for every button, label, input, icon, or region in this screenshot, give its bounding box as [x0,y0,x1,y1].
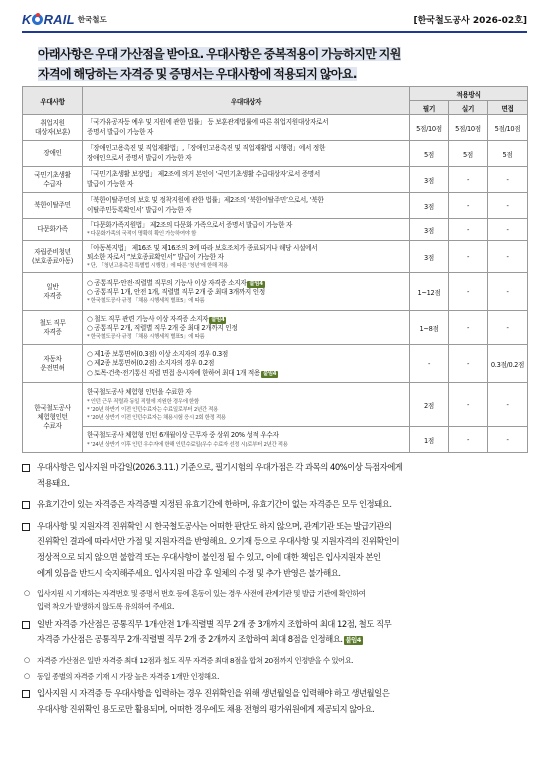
description-line [87,431,405,440]
attachment-badge: 붙임4 [249,280,263,287]
description-note: * 다문화가족의 국적이 명확히 확인 가능하여야 함 [87,231,197,238]
note-text: 우대사항 및 지원자격 진위확인 시 한국철도공사는 어떠한 판단도 하지 않으며, 관계기관 또는 발급기관의 [37,520,392,531]
table-body [23,115,528,453]
category-line: 한국철도공사 [34,404,71,413]
note-line [37,617,530,633]
description-note: * 한국철도공사 규정 「채용 시행세칙 별표5」에 따름 [87,334,205,341]
description-note: * ’20년 하반기 이전 인턴수료자는 수료일로부터 2년간 적용 [87,406,219,413]
attachment-badge: 붙임4 [345,636,361,645]
table-row [23,193,528,219]
score-written: 1점 [410,427,449,453]
checkbox-square-icon [22,690,30,698]
category-line: 운전면허 [40,363,65,372]
note-text: 입사지원 시 기재하는 자격번호 및 증명서 번호 등에 혼동이 있는 경우 사전에 관계기관 및 발급 기관에 확인하여 [37,589,366,599]
description-note: * ’24년 상반기 이후 인턴 우수자에 한해 인턴수료일(우수 수료자 선정 시)로부터 2년간 적용 [87,441,288,448]
note-text: 유효기간이 있는 자격증은 자격증별 지정된 유효기간에 한하며, 유효기간이 없는 자격증은 모두 인정돼요. [37,499,392,510]
note-item [22,519,530,581]
score-practical: - [449,193,488,219]
logo-wordmark: K RAIL [22,12,75,27]
description-line [87,206,405,215]
description-text: 한국철도공사 체험형 인턴 6개월이상 근무자 중 상위 20% 성적 우수자 [87,431,279,440]
score-interview: - [488,383,528,427]
description-note: * 단, 「청년고용촉진 특별법 시행령」에 따른 ‘청년’에 한해 적용 [87,263,228,270]
note-line [37,476,530,492]
category-line: 북한이탈주민 [34,201,71,209]
row-description [83,167,410,193]
notes-list [22,460,530,723]
note-line [37,497,530,513]
table-row [23,273,528,311]
note-line [37,654,530,667]
description-note: * ’20년 상반기 이전 인턴수료자는 채용시험 응시 2회 한정 적용 [87,414,226,421]
category-line: 자립준비청년 [34,247,71,256]
note-line [37,632,530,648]
description-line [87,144,405,153]
description-line [87,369,405,378]
description-text: ○ 토목·건축·전기통신 직렬 면접 응시자에 한하여 최대 1개 적용 [87,368,260,377]
score-practical: - [449,383,488,427]
description-line [87,118,405,127]
description-text: 「국민기초생활 보장법」 제2조에 의거 본인이 ‘국민기초생활 수급대상자’로서 증명서 [87,170,320,179]
score-practical: - [449,427,488,453]
category-line: 장애인 [43,149,62,157]
table-row [23,219,528,241]
row-description [83,311,410,345]
category-line: 철도 직무 [39,318,66,327]
score-interview: - [488,273,528,311]
table-row [23,311,528,345]
sub-note-item [22,587,530,613]
attachment-badge: 붙임4 [211,316,225,323]
score-written: 1~8점 [410,311,449,345]
score-interview: - [488,311,528,345]
preference-table [22,86,528,453]
row-category [23,241,83,273]
score-practical: 5점/10점 [449,115,488,141]
score-practical: - [449,273,488,311]
description-line [87,154,405,163]
description-line [87,221,405,230]
score-practical: - [449,241,488,273]
description-line [87,170,405,179]
note-text: 동일 종별의 자격증 기재 시 가장 높은 자격증 1개만 인정해요. [37,671,220,681]
row-description [83,273,410,311]
table-row [23,115,528,141]
intro-line-1: 아래사항은 우대 가산점을 받아요. 우대사항은 중복적용이 가능하지만 지원 [38,47,401,61]
document-id: [한국철도공사 2026-02호] [413,16,527,26]
description-line [87,253,405,262]
score-written: 2점 [410,383,449,427]
note-text: 자격증 가산점은 공통직무 2개·직렬별 직무 2개 중 2개까지 조합하여 최대 8점을 인정해요. [37,634,343,645]
table-row [23,141,528,167]
description-line [87,350,405,359]
table-row [23,383,528,427]
description-text: ○ 제1종 보통면허(0.3점) 이상 소지자의 경우 0.3점 [87,349,228,358]
circle-bullet-icon: ○ [24,671,30,680]
description-line [87,180,405,189]
row-description [83,115,410,141]
score-written: 3점 [410,167,449,193]
description-text: 「북한이탈주민의 보호 및 정착지원에 관한 법률」제2조의 ‘북한이탈주민’으로서, ‘북한 [87,196,324,205]
description-line [87,279,405,288]
header-written: 필기 [410,101,449,115]
category-line: 체험형인턴 [37,413,68,422]
description-text: 「국가유공자등 예우 및 지원에 관한 법률」 등 보훈관계법률에 따른 취업지원대상자로서 [87,118,329,127]
note-text: 진위확인 결과에 따라서만 가점 및 지원자격을 반영해요. 오기재 등으로 우대사항 및 지원자격의 진위확인이 [37,536,400,547]
note-line [37,686,530,702]
note-line [37,550,530,566]
note-line [37,600,530,613]
score-practical: - [449,167,488,193]
score-interview: - [488,193,528,219]
score-interview: 5점 [488,141,528,167]
description-line [87,388,405,397]
header-divider [22,31,527,33]
score-practical: - [449,219,488,241]
description-text: 한국철도공사 체험형 인턴을 수료한 자 [87,388,192,397]
header-interview: 면접 [488,101,528,115]
row-category [23,141,83,167]
description-text: ○ 공통직무 1개, 안전 1개, 직렬별 직무 2개 중 최대 3개까지 인정 [87,287,265,296]
logo-o-icon [32,14,43,25]
description-line [87,359,405,368]
description-text: 증명서 발급이 가능한 자 [87,127,154,136]
note-line [37,670,530,683]
description-text: 장애인으로서 증명서 발급이 가능한 자 [87,153,192,162]
score-interview: - [488,427,528,453]
row-category [23,167,83,193]
row-category [23,383,83,453]
description-line [87,315,405,324]
score-interview: - [488,219,528,241]
description-note: * 인턴 근무 직렬과 동일 직렬에 지원한 경우에 한함 [87,398,199,405]
note-line [37,519,530,535]
score-practical: - [449,311,488,345]
description-text: 「장애인고용촉진 및 직업재활법」,「장애인고용촉진 및 직업재활법 시행령」에서 정한 [87,144,326,153]
attachment-badge: 붙임4 [262,370,277,377]
logo-korean-text: 한국철도 [77,15,107,24]
table-row [23,427,528,453]
score-practical: - [449,345,488,383]
note-item [22,686,530,717]
description-note: * 한국철도공사 규정 「채용 시행세칙 별표5」에 따름 [87,298,205,305]
description-text: ○ 제2종 보통면허(0.2점) 소지자의 경우 0.2점 [87,359,215,368]
description-line [87,196,405,205]
note-text: 우대사항 진위확인 용도로만 활용되며, 어떠한 경우에도 채용 전형의 평가위원에게 제공되지 않아요. [37,703,375,714]
circle-bullet-icon: ○ [24,655,30,664]
category-line: 수급자 [43,179,62,188]
row-description [83,345,410,383]
description-text: 퇴소한 자로서 “보호종료확인서” 발급이 가능한 자 [87,252,224,261]
category-line: 자격증 [43,327,62,336]
description-text: ○ 공통직무 2개, 직렬별 직무 2개 중 최대 2개까지 인정 [87,323,238,332]
note-text: 자격증 가산점은 일반 자격증 최대 12점과 철도 직무 자격증 최대 8점을 합쳐 20점까지 인정받을 수 있어요. [37,655,354,665]
note-line [37,460,530,476]
note-text: 우대사항은 입사지원 마감일(2026.3.11.) 기준으로, 필기시험의 우대가점은 각 과목의 40%이상 득점자에게 [37,462,403,472]
header-target: 우대대상자 [83,87,410,115]
score-interview: 5점/10점 [488,115,528,141]
score-practical: 5점 [449,141,488,167]
note-text: 일반 자격증 가산점은 공통직무 1개·안전 1개·직렬별 직무 2개 중 3개까지 조합하여 최대 12점, 철도 직무 [37,618,392,629]
row-category [23,311,83,345]
header-practical: 실기 [449,101,488,115]
page-header [0,0,545,34]
note-text: 입력 착오가 발생하지 않도록 유의하여 주세요. [37,602,175,612]
description-line [87,244,405,253]
row-category [23,193,83,219]
intro-line-2: 자격에 해당하는 자격증 및 증명서는 우대사항에 적용되지 않아요. [38,67,357,81]
checkbox-square-icon [22,501,30,509]
note-line [37,587,530,600]
description-line [87,324,405,333]
note-line [37,534,530,550]
score-written: - [410,345,449,383]
table-row [23,167,528,193]
description-text: ○ 철도 직무 관련 기능사 이상 자격증 소지자 [87,314,209,323]
row-description [83,427,410,453]
row-description [83,141,410,167]
circle-bullet-icon: ○ [24,589,30,598]
row-category [23,115,83,141]
category-line: 국민기초생활 [34,170,71,179]
description-text: 「아동복지법」 제16조 및 제16조의 3에 따라 보호조치가 종료되거나 해당 시설에서 [87,243,318,252]
sub-note-item [22,670,530,683]
header-category: 우대사항 [23,87,83,115]
note-line [37,566,530,582]
note-item [22,460,530,491]
note-text: 정상적으로 되지 않으면 불합격 또는 우대사항이 불인정 될 수 있고, 이에 대한 책임은 입사지원자 본인 [37,551,381,562]
category-line: 대상자(보훈) [35,127,70,136]
score-written: 5점 [410,141,449,167]
category-line: (보호종료아동) [32,256,73,265]
description-line [87,288,405,297]
row-description [83,383,410,427]
category-line: 다문화가족 [37,225,68,234]
row-description [83,193,410,219]
score-interview: 0.3점/0.2점 [488,345,528,383]
description-text: ○ 공통직무·안전·직렬별 직무의 기능사 이상 자격증 소지자 [87,278,247,287]
note-item [22,497,530,513]
header-method: 적용방식 [410,87,528,101]
description-line [87,128,405,137]
note-item [22,617,530,648]
score-written: 3점 [410,193,449,219]
score-written: 1~12점 [410,273,449,311]
category-line: 일반 [46,282,59,291]
intro-text [38,44,528,84]
category-line: 자동차 [43,354,62,363]
description-text: 이탈주민등록확인서’ 발급이 가능한 자 [87,205,192,214]
table-row [23,241,528,273]
score-interview: - [488,167,528,193]
note-text: 입사지원 시 자격증 등 우대사항을 입력하는 경우 진위확인을 위해 생년월일을 입력해야 하고 생년월일은 [37,688,390,699]
description-text: 「다문화가족지원법」 제2조의 다문화 가족으로서 증명서 발급이 가능한 자 [87,221,293,229]
note-text: 에게 있음을 반드시 숙지해주세요. 입사지원 마감 후 일체의 수정 및 추가 반영은 불가해요. [37,567,341,578]
row-category [23,273,83,311]
checkbox-square-icon [22,621,30,629]
category-line: 취업지원 [40,118,65,127]
score-written: 5점/10점 [410,115,449,141]
category-line: 수료자 [43,422,62,431]
checkbox-square-icon [22,523,30,531]
sub-note-item [22,654,530,667]
score-written: 3점 [410,241,449,273]
description-text: 발급이 가능한 자 [87,179,134,188]
row-description [83,219,410,241]
row-category [23,345,83,383]
checkbox-square-icon [22,464,30,472]
note-text: 적용돼요. [37,477,70,488]
korail-logo [22,12,107,27]
score-interview: - [488,241,528,273]
row-description [83,241,410,273]
table-row [23,345,528,383]
note-line [37,702,530,718]
row-category [23,219,83,241]
category-line: 자격증 [43,291,62,300]
score-written: 3점 [410,219,449,241]
